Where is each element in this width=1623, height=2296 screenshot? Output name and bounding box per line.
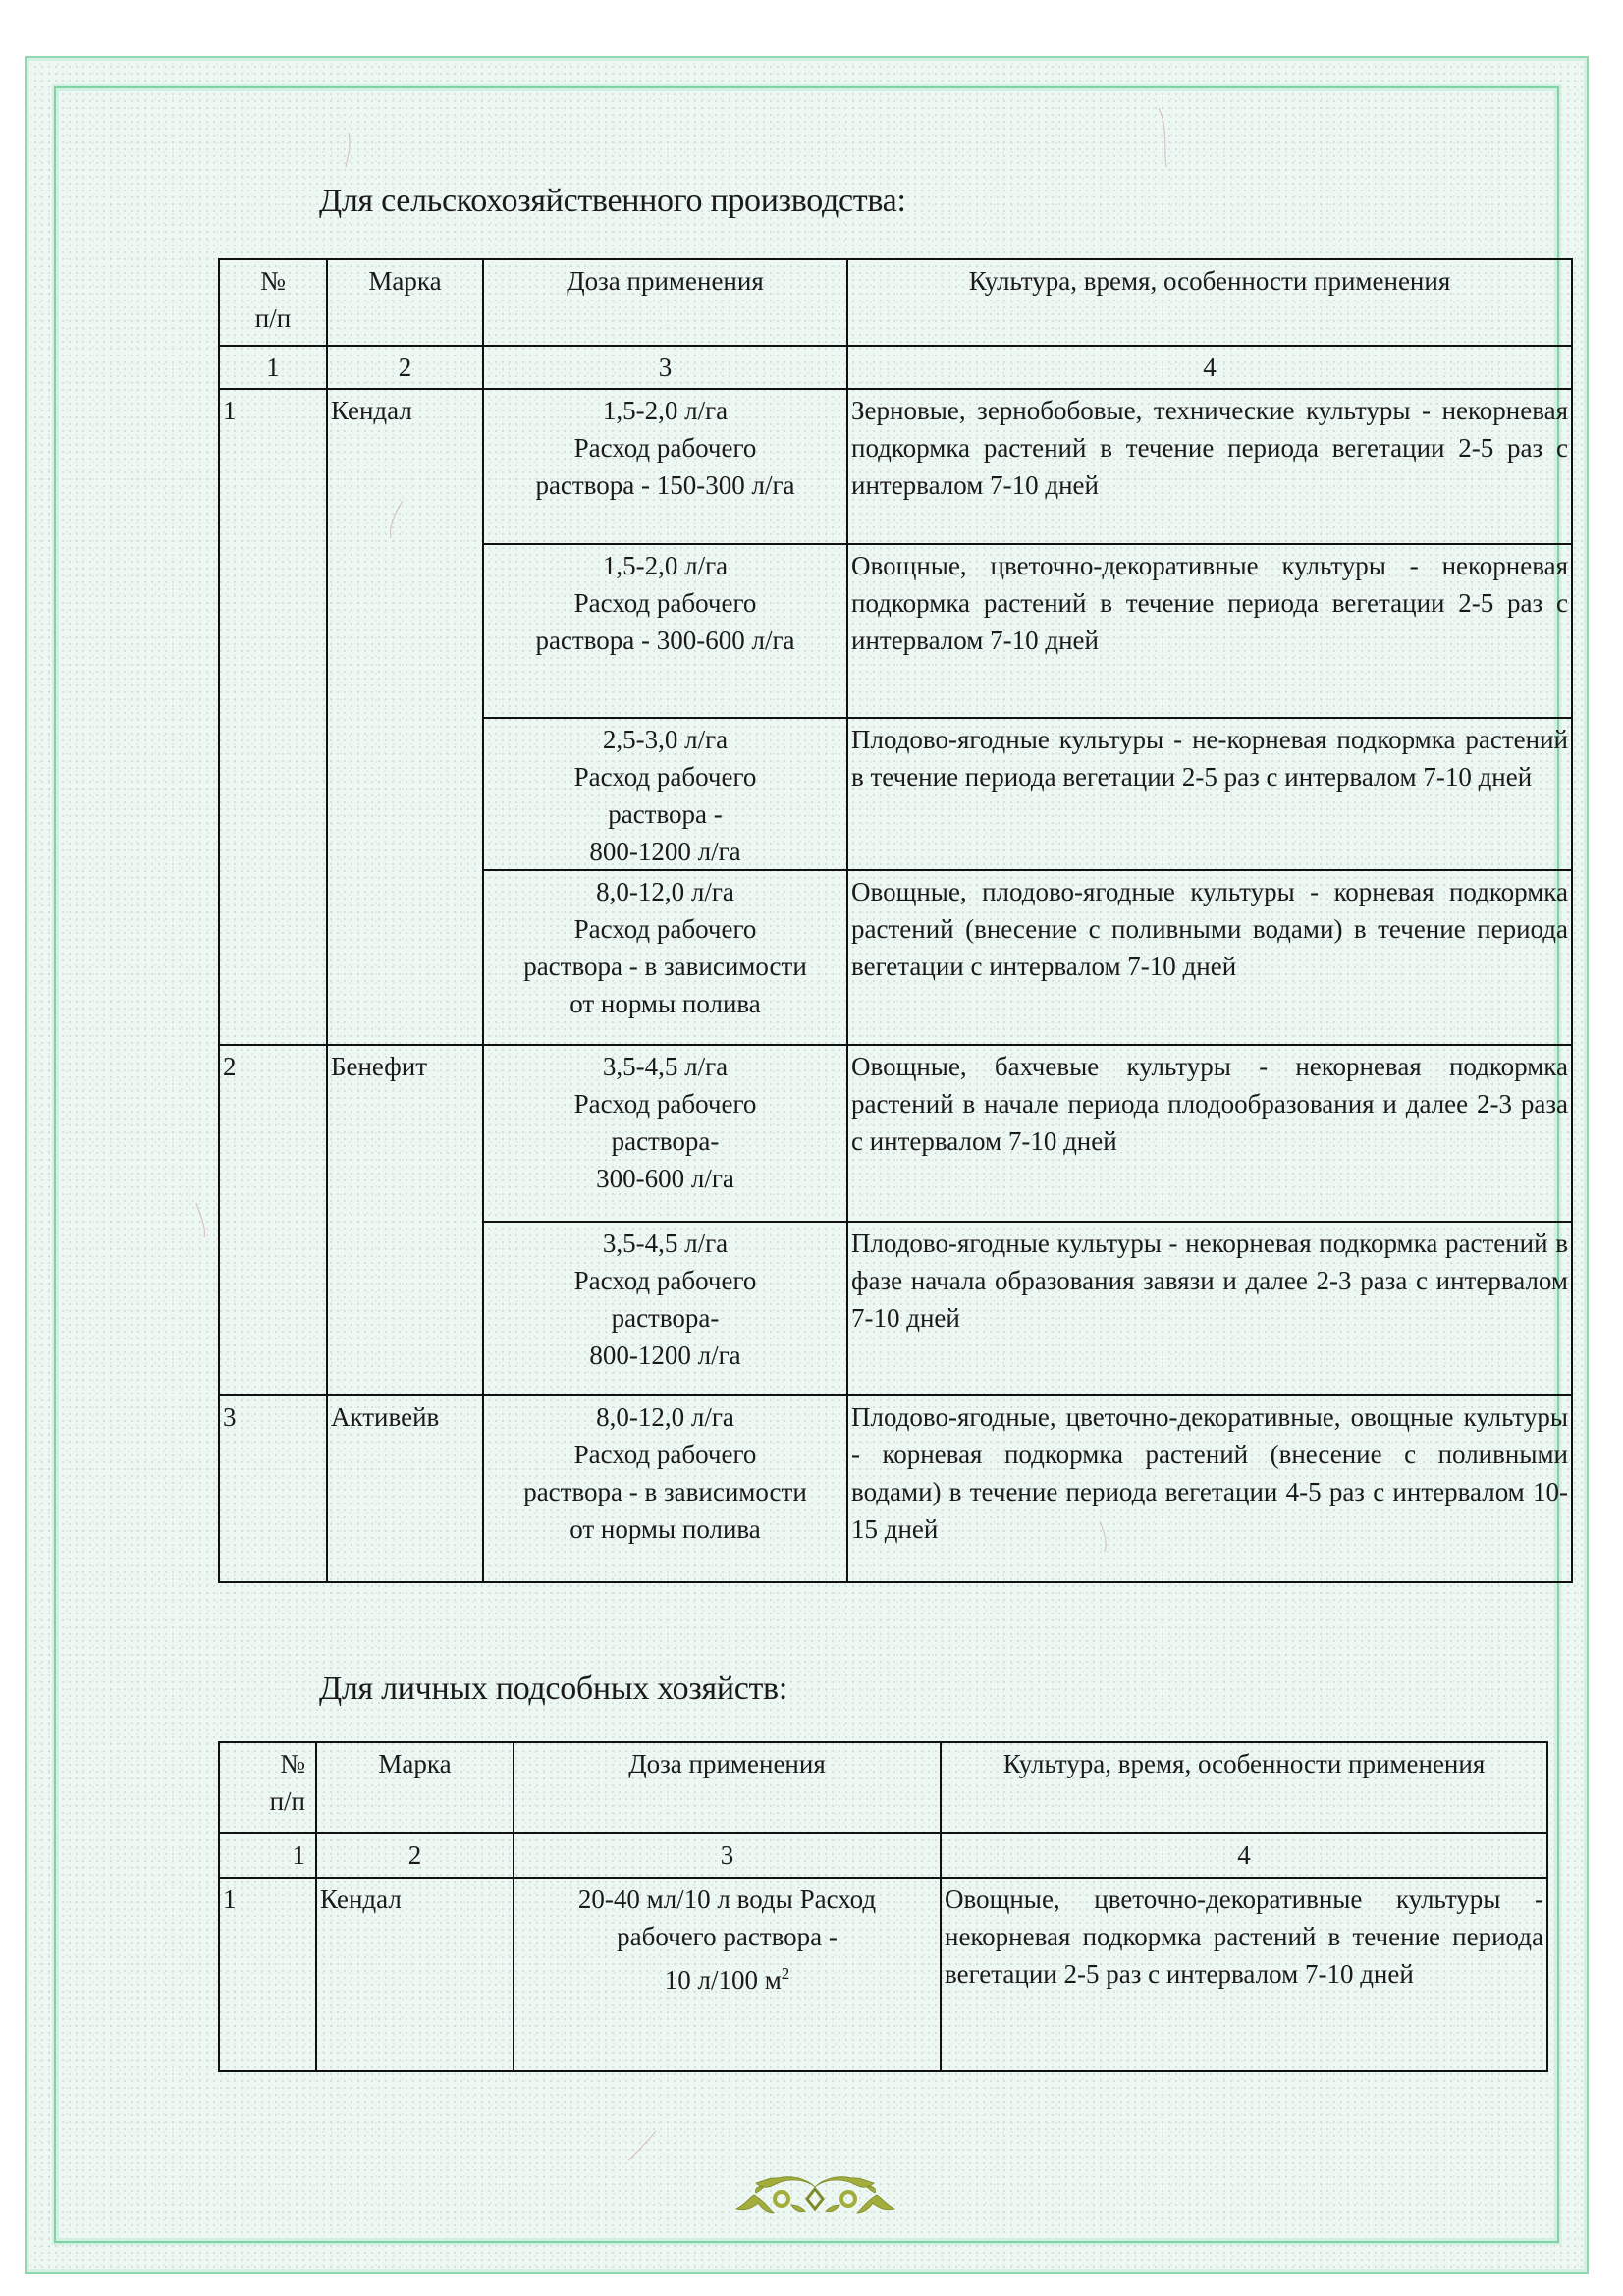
- header-dose: Доза применения: [482, 258, 848, 347]
- product-2-brand: Бенефит: [326, 1044, 484, 1396]
- dose-text: 800-1200 л/га: [589, 1340, 741, 1370]
- dose-text: Расход рабочего: [573, 914, 757, 944]
- dose-text: Расход рабочего: [573, 433, 757, 463]
- header-usage: Культура, время, особенности применения: [846, 258, 1573, 347]
- product-3-brand: Активейв: [326, 1394, 484, 1583]
- header-usage: Культура, время, особенности применения: [940, 1741, 1548, 1834]
- dose-text: раствора -: [608, 799, 723, 829]
- dose-text: 800-1200 л/га: [589, 837, 741, 866]
- header-num-line1: №: [260, 266, 286, 296]
- product-1-num: 1: [218, 388, 328, 1046]
- dose-text: раствора-: [611, 1126, 720, 1156]
- dose-text: 8,0-12,0 л/га: [596, 877, 734, 906]
- column-number-3: 3: [513, 1832, 942, 1879]
- table-row: [482, 869, 848, 1046]
- usage-text: Плодово-ягодные культуры - не-корневая подкормка растений в течение периода вегетации 2-5 раз с интервалом 7-10 дней: [846, 717, 1573, 871]
- dose-text: 2,5-3,0 л/га: [602, 725, 729, 754]
- product-1-num: 1: [218, 1877, 317, 2072]
- table-row: [482, 543, 848, 719]
- dose-text: Расход рабочего: [573, 762, 757, 792]
- usage-text: Зерновые, зернобобовые, технические культуры - некорневая подкормка растений в течение периода вегетации 2-5 раз с интервалом 7-10 дней: [846, 388, 1573, 545]
- column-number-3: 3: [482, 345, 848, 390]
- dose-text: 3,5-4,5 л/га: [602, 1229, 729, 1258]
- dose-text: раствора - 300-600 л/га: [535, 626, 795, 655]
- usage-text: Овощные, цветочно-декоративные культуры - некорневая подкормка растений в течение периода вегетации 2-5 раз с интервалом 7-10 дней: [940, 1877, 1548, 2072]
- dose-text: раствора - в зависимости: [523, 952, 807, 981]
- dose-text: от нормы полива: [569, 1514, 761, 1544]
- header-num: [218, 258, 328, 347]
- table-row: [482, 388, 848, 545]
- dose-text: Расход рабочего: [573, 588, 757, 618]
- column-number-2: 2: [326, 345, 484, 390]
- dose-text: рабочего раствора -: [617, 1922, 838, 1951]
- dose-text: 20-40 мл/10 л воды Расход: [577, 1885, 877, 1914]
- product-1-brand: Кендал: [326, 388, 484, 1046]
- usage-text: Овощные, цветочно-декоративные культуры - некорневая подкормка растений в течение периода вегетации 2-5 раз с интервалом 7-10 дней: [846, 543, 1573, 719]
- dose-text: 1,5-2,0 л/га: [602, 551, 729, 580]
- dose-text-with-unit: [517, 1955, 937, 1998]
- floral-ornament-icon: [734, 2175, 896, 2219]
- dose-text: раствора - в зависимости: [523, 1477, 807, 1506]
- column-number-2: 2: [315, 1832, 514, 1879]
- table-row: [513, 1877, 942, 2072]
- header-num-line2: п/п: [269, 1786, 305, 1816]
- dose-text: Расход рабочего: [573, 1089, 757, 1119]
- table-row: [482, 1221, 848, 1396]
- usage-text: Овощные, плодово-ягодные культуры - корневая подкормка растений (внесение с поливными водами) в течение периода вегетации с интервалом 7-10 дней: [846, 869, 1573, 1046]
- header-num: [218, 1741, 317, 1834]
- dose-text: 3,5-4,5 л/га: [602, 1052, 729, 1081]
- dose-text: раствора - 150-300 л/га: [535, 470, 795, 500]
- column-number-4: 4: [940, 1832, 1548, 1879]
- usage-text: Овощные, бахчевые культуры - некорневая подкормка растений в начале периода плодообразования и далее 2-3 раза с интервалом 7-10 дней: [846, 1044, 1573, 1223]
- dose-text: от нормы полива: [569, 989, 761, 1018]
- dose-text: раствора-: [611, 1303, 720, 1333]
- dose-text: 1,5-2,0 л/га: [602, 396, 729, 425]
- product-1-brand: Кендал: [315, 1877, 514, 2072]
- section-title-household: Для личных подсобных хозяйств:: [319, 1670, 787, 1707]
- dose-text: Расход рабочего: [573, 1440, 757, 1469]
- table-row: [482, 717, 848, 871]
- column-number-1: 1: [218, 345, 328, 390]
- usage-text: Плодово-ягодные культуры - некорневая подкормка растений в фазе начала образования завязи и далее 2-3 раза с интервалом 7-10 дней: [846, 1221, 1573, 1396]
- column-number-1: 1: [218, 1832, 317, 1879]
- dose-text: Расход рабочего: [573, 1266, 757, 1295]
- product-3-num: 3: [218, 1394, 328, 1583]
- dose-text: 8,0-12,0 л/га: [596, 1402, 734, 1432]
- dose-text: 10 л/100 м: [664, 1965, 782, 1995]
- superscript-2: 2: [781, 1964, 790, 1983]
- table-row: [482, 1044, 848, 1223]
- header-num-line1: №: [280, 1749, 305, 1778]
- section-title-agricultural: Для сельскохозяйственного производства:: [319, 183, 906, 219]
- table-row: [482, 1394, 848, 1583]
- header-brand: Марка: [326, 258, 484, 347]
- header-brand: Марка: [315, 1741, 514, 1834]
- column-number-4: 4: [846, 345, 1573, 390]
- usage-text: Плодово-ягодные, цветочно-декоративные, овощные культуры - корневая подкормка растений (внесение с поливными водами) в течение периода вегетации 4-5 раз с интервалом 10-15 дней: [846, 1394, 1573, 1583]
- dose-text: 300-600 л/га: [596, 1164, 734, 1193]
- header-dose: Доза применения: [513, 1741, 942, 1834]
- header-num-line2: п/п: [254, 303, 292, 333]
- product-2-num: 2: [218, 1044, 328, 1396]
